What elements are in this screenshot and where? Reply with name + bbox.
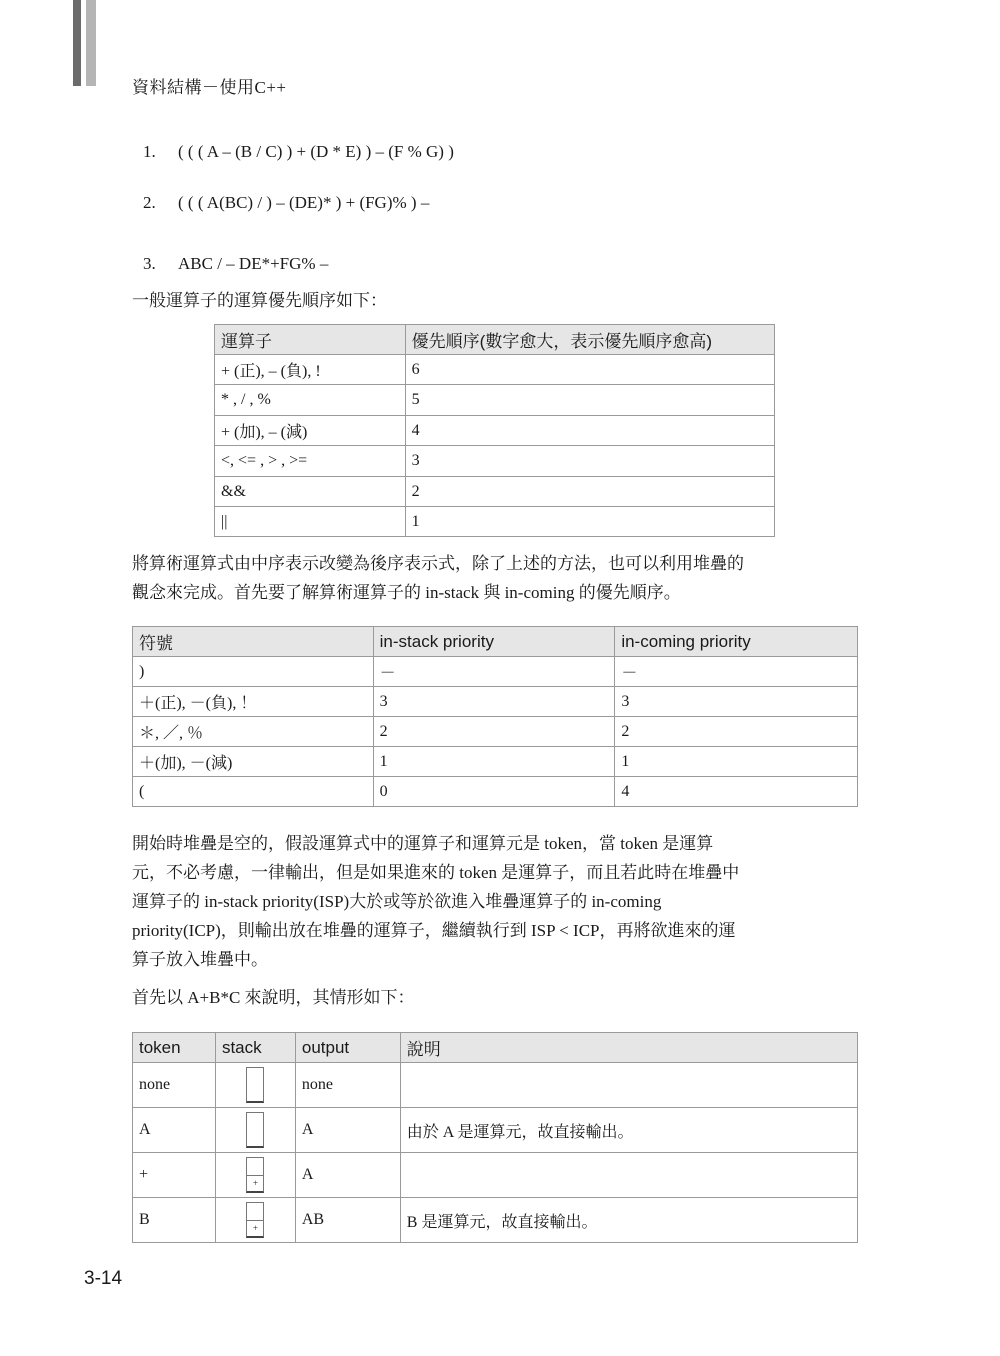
paragraph-3	[132, 829, 857, 974]
description-cell	[400, 1063, 857, 1108]
equation-2	[143, 193, 429, 213]
token-cell: B	[133, 1198, 216, 1243]
cell: 4	[615, 777, 858, 807]
cell: 2	[615, 717, 858, 747]
cell: ＋(正), －(負), ！	[133, 687, 374, 717]
equation-text: ( ( ( A(BC) / ) – (DE)* ) + (FG)% ) –	[178, 193, 430, 212]
cell: * , / , %	[215, 385, 406, 416]
table-row	[215, 446, 775, 477]
equation-text: ABC / – DE*+FG% –	[178, 254, 329, 273]
table-row	[133, 1108, 858, 1153]
paragraph-line: 觀念來完成。首先要了解算術運算子的 in-stack 與 in-coming 的優先順序。	[132, 583, 681, 602]
table-row	[215, 385, 775, 416]
paragraph-line: 元，不必考慮，一律輸出，但是如果進來的 token 是運算子，而且若此時在堆疊中	[132, 863, 740, 882]
cell: ＋(加), －(減)	[133, 747, 374, 777]
cell: 1	[615, 747, 858, 777]
table-row	[215, 416, 775, 446]
stack-diagram	[246, 1067, 264, 1103]
cell: 0	[373, 777, 615, 807]
example-intro: 首先以 A+B*C 來說明，其情形如下：	[132, 988, 415, 1007]
paragraph-line: 運算子的 in-stack priority(ISP)大於或等於欲進入堆疊運算子的 in-coming	[132, 892, 662, 911]
table-row	[215, 507, 775, 537]
header-cell: in-stack priority	[373, 627, 615, 657]
table-row	[133, 747, 858, 777]
output-cell: A	[295, 1108, 400, 1153]
isp-icp-table	[132, 626, 858, 807]
cell: 3	[373, 687, 615, 717]
trace-table	[132, 1032, 858, 1243]
stack-diagram	[246, 1202, 264, 1238]
cell: 5	[405, 385, 774, 416]
cell: 4	[405, 416, 774, 446]
equation-1	[143, 142, 454, 162]
header-cell: 運算子	[215, 325, 406, 355]
stack-diagram	[246, 1157, 264, 1193]
paragraph-line: 開始時堆疊是空的，假設運算式中的運算子和運算元是 token，當 token 是運算	[132, 834, 714, 853]
stack-element: +	[247, 1220, 263, 1236]
table-row	[133, 687, 858, 717]
table-row	[133, 1153, 858, 1198]
margin-bar-light	[86, 0, 96, 86]
cell: 2	[405, 477, 774, 507]
stack-diagram	[246, 1112, 264, 1148]
cell: )	[133, 657, 374, 687]
cell: + (加), – (減)	[215, 416, 406, 446]
margin-bar-dark	[73, 0, 81, 86]
table-row	[133, 1198, 858, 1243]
table-row	[215, 477, 775, 507]
cell: 3	[405, 446, 774, 477]
equation-3	[143, 254, 328, 274]
equation-text: ( ( ( A – (B / C) ) + (D * E) ) – (F % G) )	[178, 142, 454, 161]
description-cell: 由於 A 是運算元，故直接輸出。	[400, 1108, 857, 1153]
description-cell: B 是運算元，故直接輸出。	[400, 1198, 857, 1243]
table-row	[133, 1063, 858, 1108]
priority-intro: 一般運算子的運算優先順序如下：	[132, 291, 387, 310]
equation-number: 1.	[143, 142, 156, 161]
table-row	[133, 777, 858, 807]
table-header-row	[215, 325, 775, 355]
output-cell: AB	[295, 1198, 400, 1243]
output-cell: none	[295, 1063, 400, 1108]
table-row	[133, 657, 858, 687]
stack-cell	[215, 1063, 295, 1108]
stack-element: +	[247, 1175, 263, 1191]
paragraph-line: 將算術運算式由中序表示改變為後序表示式，除了上述的方法，也可以利用堆疊的	[132, 554, 744, 573]
header-cell: stack	[215, 1033, 295, 1063]
description-cell	[400, 1153, 857, 1198]
cell: ||	[215, 507, 406, 537]
header-cell: 符號	[133, 627, 374, 657]
cell: －	[615, 657, 858, 687]
cell: 2	[373, 717, 615, 747]
equation-number: 3.	[143, 254, 156, 273]
stack-cell	[215, 1153, 295, 1198]
token-cell: A	[133, 1108, 216, 1153]
stack-cell	[215, 1198, 295, 1243]
paragraph-2	[132, 549, 857, 607]
cell: &&	[215, 477, 406, 507]
header-cell: token	[133, 1033, 216, 1063]
token-cell: +	[133, 1153, 216, 1198]
priority-table	[214, 324, 775, 537]
paragraph-line: priority(ICP)，則輸出放在堆疊的運算子，繼續執行到 ISP < ICP，再將欲進來的運	[132, 921, 736, 940]
cell: 1	[373, 747, 615, 777]
paragraph-line: 算子放入堆疊中。	[132, 950, 268, 969]
token-cell: none	[133, 1063, 216, 1108]
header-cell: 優先順序(數字愈大，表示優先順序愈高)	[405, 325, 774, 355]
cell: 1	[405, 507, 774, 537]
cell: (	[133, 777, 374, 807]
equation-number: 2.	[143, 193, 156, 212]
cell: 6	[405, 355, 774, 385]
table-header-row	[133, 1033, 858, 1063]
header-cell: output	[295, 1033, 400, 1063]
cell: 3	[615, 687, 858, 717]
output-cell: A	[295, 1153, 400, 1198]
stack-cell	[215, 1108, 295, 1153]
cell: ＊, ／, ％	[133, 717, 374, 747]
header-cell: in-coming priority	[615, 627, 858, 657]
page-number: 3-14	[84, 1268, 123, 1289]
cell: －	[373, 657, 615, 687]
cell: + (正), – (負), !	[215, 355, 406, 385]
header-cell: 說明	[400, 1033, 857, 1063]
cell: <, <= , > , >=	[215, 446, 406, 477]
table-row	[215, 355, 775, 385]
running-header: 資料結構－使用C++	[132, 78, 287, 97]
table-header-row	[133, 627, 858, 657]
table-row	[133, 717, 858, 747]
